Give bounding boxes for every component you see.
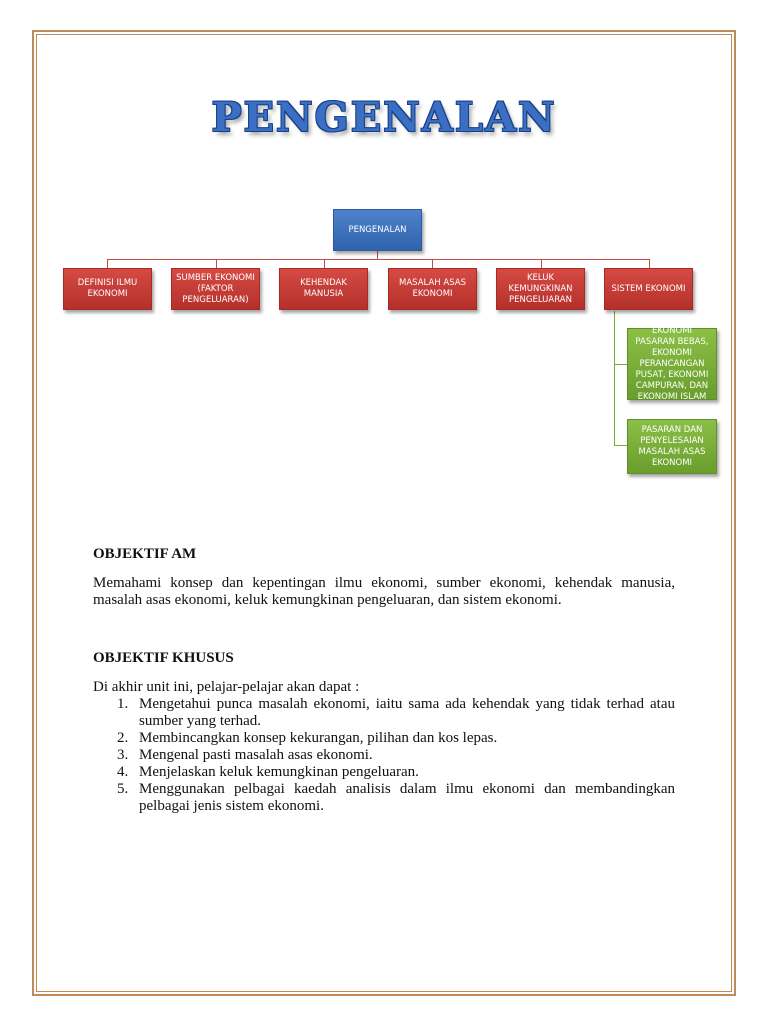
objektif-am-text: Memahami konsep dan kepentingan ilmu ekonomi, sumber ekonomi, kehendak manusia, masalah asas ekonomi, keluk kemungkinan pengeluaran, dan sistem ekonomi. — [93, 575, 675, 608]
list-item — [93, 696, 675, 730]
chart-sub-pasaran: PASARAN DAN PENYELESAIAN MASALAH ASAS EKONOMI — [627, 419, 717, 474]
list-item-text: Menjelaskan keluk kemungkinan pengeluaran. — [139, 764, 419, 780]
chart-branch-masalah: MASALAH ASAS EKONOMI — [388, 268, 477, 310]
list-item — [93, 781, 675, 815]
list-item-text: Menggunakan pelbagai kaedah analisis dalam ilmu ekonomi dan membandingkan pelbagai jenis sistem ekonomi. — [139, 781, 675, 814]
list-item-text: Mengenal pasti masalah asas ekonomi. — [139, 747, 373, 763]
connector-branch-2 — [216, 259, 217, 268]
list-item-text: Membincangkan konsep kekurangan, pilihan dan kos lepas. — [139, 730, 498, 746]
connector-sub-vertical — [614, 311, 615, 446]
connector-branch-1 — [107, 259, 108, 268]
list-item — [93, 764, 675, 781]
connector-sub-2 — [614, 445, 627, 446]
connector-sub-1 — [614, 364, 627, 365]
chart-branch-keluk: KELUK KEMUNGKINAN PENGELUARAN — [496, 268, 585, 310]
chart-branch-kehendak: KEHENDAK MANUSIA — [279, 268, 368, 310]
list-item-number: 2. — [117, 730, 129, 746]
connector-branch-5 — [541, 259, 542, 268]
objektif-khusus-heading: OBJEKTIF KHUSUS — [93, 650, 234, 666]
list-item-number: 3. — [117, 747, 129, 763]
objektif-am-heading: OBJEKTIF AM — [93, 546, 197, 562]
connector-horizontal — [107, 259, 650, 260]
chart-root-node: PENGENALAN — [333, 209, 422, 251]
list-item-text: Mengetahui punca masalah ekonomi, iaitu sama ada kehendak yang tidak terhad atau sumber yang terhad. — [139, 696, 675, 729]
list-item-number: 5. — [117, 781, 129, 797]
connector-branch-6 — [649, 259, 650, 268]
connector-branch-3 — [324, 259, 325, 268]
list-item — [93, 730, 675, 747]
page-title: PENGENALAN — [211, 94, 557, 141]
list-item-number: 4. — [117, 764, 129, 780]
chart-sub-jenis-sistem: EKONOMI PASARAN BEBAS, EKONOMI PERANCANGAN PUSAT, EKONOMI CAMPURAN, DAN EKONOMI ISLAM — [627, 328, 717, 400]
objektif-khusus-intro: Di akhir unit ini, pelajar-pelajar akan dapat : — [93, 679, 360, 695]
list-item — [93, 747, 675, 764]
chart-branch-definisi: DEFINISI ILMU EKONOMI — [63, 268, 152, 310]
connector-branch-4 — [432, 259, 433, 268]
objektif-khusus-list — [93, 696, 675, 815]
chart-branch-sistem: SISTEM EKONOMI — [604, 268, 693, 310]
list-item-number: 1. — [117, 696, 129, 712]
chart-branch-sumber: SUMBER EKONOMI (FAKTOR PENGELUARAN) — [171, 268, 260, 310]
